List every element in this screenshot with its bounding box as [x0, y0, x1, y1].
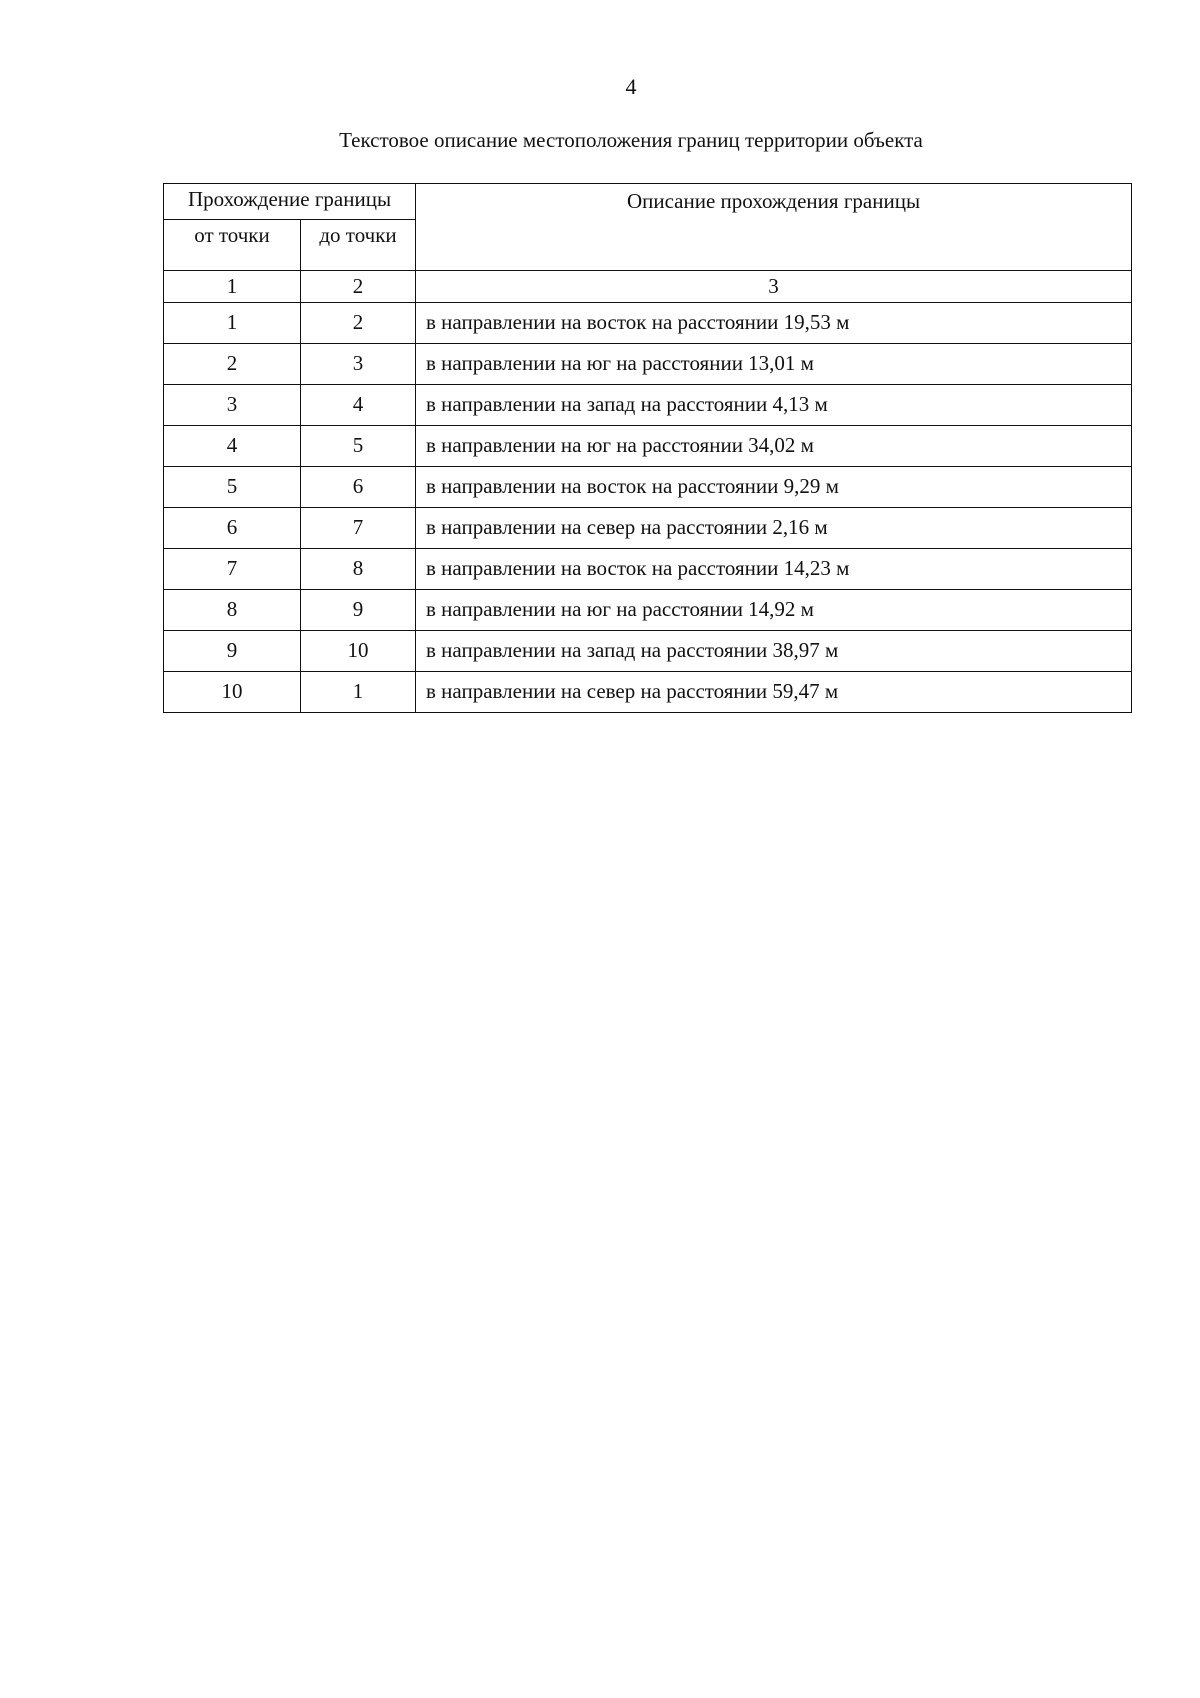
- page-number: 4: [625, 74, 637, 99]
- to-point-cell: 10: [301, 631, 416, 672]
- description-cell: в направлении на восток на расстоянии 19,53 м: [416, 303, 1132, 344]
- table-row: [164, 631, 1132, 672]
- from-point-cell: 1: [164, 303, 301, 344]
- column-number-2: 2: [301, 271, 416, 303]
- column-number-row: [164, 271, 1132, 303]
- from-point-cell: 2: [164, 344, 301, 385]
- table-row: [164, 426, 1132, 467]
- table-row: [164, 549, 1132, 590]
- to-point-cell: 6: [301, 467, 416, 508]
- from-point-cell: 3: [164, 385, 301, 426]
- table-row: [164, 344, 1132, 385]
- table-row: [164, 467, 1132, 508]
- from-point-cell: 9: [164, 631, 301, 672]
- from-point-cell: 5: [164, 467, 301, 508]
- header-to-point: до точки: [301, 220, 416, 271]
- description-cell: в направлении на юг на расстоянии 13,01 м: [416, 344, 1132, 385]
- header-from-point: от точки: [164, 220, 301, 271]
- description-cell: в направлении на запад на расстоянии 38,97 м: [416, 631, 1132, 672]
- from-point-cell: 6: [164, 508, 301, 549]
- description-cell: в направлении на запад на расстоянии 4,13 м: [416, 385, 1132, 426]
- to-point-cell: 8: [301, 549, 416, 590]
- table-row: [164, 385, 1132, 426]
- to-point-cell: 4: [301, 385, 416, 426]
- header-description: Описание прохождения границы: [416, 184, 1132, 271]
- document-title: Текстовое описание местоположения границ территории объекта: [339, 128, 923, 152]
- to-point-cell: 1: [301, 672, 416, 713]
- table-row: [164, 303, 1132, 344]
- boundary-table: [163, 183, 1132, 713]
- description-cell: в направлении на север на расстоянии 2,16 м: [416, 508, 1132, 549]
- to-point-cell: 3: [301, 344, 416, 385]
- table-body: [164, 184, 1132, 713]
- table-row: [164, 672, 1132, 713]
- description-cell: в направлении на восток на расстоянии 9,29 м: [416, 467, 1132, 508]
- from-point-cell: 10: [164, 672, 301, 713]
- header-boundary-passage: Прохождение границы: [164, 184, 416, 220]
- from-point-cell: 4: [164, 426, 301, 467]
- to-point-cell: 5: [301, 426, 416, 467]
- description-cell: в направлении на север на расстоянии 59,47 м: [416, 672, 1132, 713]
- description-cell: в направлении на юг на расстоянии 34,02 м: [416, 426, 1132, 467]
- from-point-cell: 8: [164, 590, 301, 631]
- to-point-cell: 7: [301, 508, 416, 549]
- from-point-cell: 7: [164, 549, 301, 590]
- column-number-3: 3: [416, 271, 1132, 303]
- table-row: [164, 590, 1132, 631]
- description-cell: в направлении на восток на расстоянии 14,23 м: [416, 549, 1132, 590]
- table-row: [164, 508, 1132, 549]
- to-point-cell: 2: [301, 303, 416, 344]
- to-point-cell: 9: [301, 590, 416, 631]
- column-number-1: 1: [164, 271, 301, 303]
- description-cell: в направлении на юг на расстоянии 14,92 м: [416, 590, 1132, 631]
- header-row-group: [164, 184, 1132, 220]
